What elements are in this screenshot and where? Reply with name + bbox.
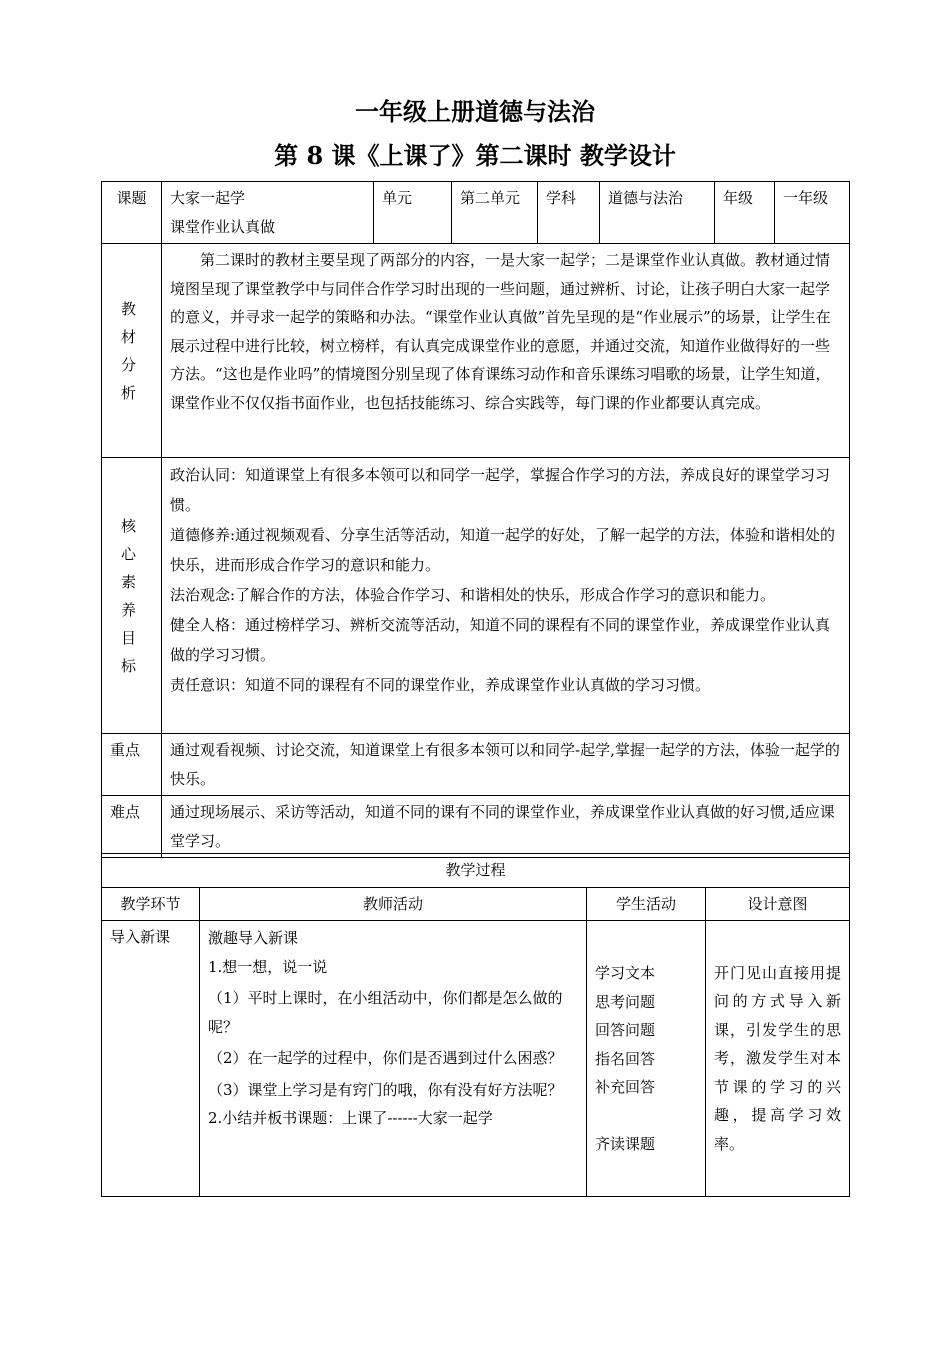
subject-label: 学科: [538, 182, 600, 244]
goal-political: 政治认同：知道课堂上有很多本领可以和同学一起学，掌握合作学习的方法，养成良好的课堂学习习惯。: [170, 466, 831, 514]
goals-content: [162, 458, 850, 734]
analysis-label-1: 教 材: [120, 299, 142, 346]
teacher-line: 1.想一想，说一说: [208, 957, 328, 976]
spacer: [595, 1102, 697, 1130]
analysis-label-2: 分 析: [120, 355, 142, 402]
process-title: 教学过程: [102, 854, 850, 888]
teacher-line: （1）平时上课时，在小组活动中，你们都是怎么做的呢？: [208, 989, 563, 1036]
unit-label: 单元: [374, 182, 452, 244]
topic-label: 课题: [102, 182, 162, 244]
stage-intro: 导入新课: [102, 921, 200, 1197]
analysis-text: 第二课时的教材主要呈现了两部分的内容，一是大家一起学；二是课堂作业认真做。教材通过情境图呈现了课堂教学中与同伴合作学习时出现的一些问题，通过辨析、讨论，让孩子明白大家一起学的意义，并寻求一起学的策略和办法。“课堂作业认真做”首先呈现的是“作业展示”的场景，让学生在展示过程中进行比较，树立榜样，有认真完成课堂作业的意愿，并通过交流，知道作业做得好的一些方法。“这也是作业吗”的情境图分别呈现了体育课练习动作和音乐课练习唱歌的场景，让学生知道，课堂作业不仅仅指书面作业，也包括技能练习、综合实践等，每门课的作业都要认真完成。: [162, 244, 850, 458]
lesson-title: 第 8 课《上课了》第二课时 教学设计: [274, 141, 676, 170]
goal-responsibility: 责任意识：知道不同的课程有不同的课堂作业，养成课堂作业认真做的学习习惯。: [170, 676, 711, 694]
topic-line-1: 大家一起学: [170, 189, 246, 207]
grade-label: 年级: [715, 182, 775, 244]
goals-label: [102, 458, 162, 734]
student-activity: [587, 921, 706, 1197]
key-label: 重点: [102, 734, 162, 796]
student-line: 指名回答: [595, 1049, 656, 1068]
teacher-activity: [200, 921, 587, 1197]
grade-value: 一年级: [775, 182, 850, 244]
col-student: 学生活动: [587, 887, 706, 921]
col-intent: 设计意图: [706, 887, 850, 921]
teacher-line: 激趣导入新课: [208, 929, 299, 947]
col-teacher: 教师活动: [200, 887, 587, 921]
topic-line-2: 课堂作业认真做: [170, 217, 276, 236]
unit-value: 第二单元: [452, 182, 538, 244]
goal-personality: 健全人格：通过榜样学习、辨析交流等活动，知道不同的课程有不同的课堂作业，养成课堂作业认真做的学习习惯。: [170, 616, 831, 664]
key-text: 通过观看视频、讨论交流，知道课堂上有很多本领可以和同学-起学,掌握一起学的方法，体验一起学的快乐。: [162, 734, 850, 796]
student-line: 补充回答: [595, 1078, 656, 1096]
teacher-line: （3）课堂上学习是有窍门的哦，你有没有好方法呢？: [208, 1080, 563, 1099]
analysis-label: [102, 244, 162, 458]
goal-moral: 道德修养:通过视频观看、分享生活等活动，知道一起学的好处，了解一起学的方法，体验和谐相处的快乐，进而形成合作学习的意识和能力。: [170, 526, 836, 574]
teaching-process-table: [101, 853, 850, 1197]
student-line: 思考问题: [595, 992, 656, 1011]
student-line: 齐读课题: [595, 1134, 656, 1153]
student-line: 学习文本: [595, 964, 656, 982]
goals-label-2: 素 养: [120, 572, 142, 619]
design-intent: 开门见山直接用提问的方式导入新课，引发学生的思考，激发学生对本节课的学习的兴趣，提高学习效率。: [706, 921, 850, 1197]
goals-label-1: 核 心: [120, 516, 142, 563]
document-title: 一年级上册道德与法治: [355, 97, 595, 126]
lesson-info-table: [101, 181, 850, 858]
col-stage: 教学环节: [102, 887, 200, 921]
subject-value: 道德与法治: [600, 182, 715, 244]
student-line: 回答问题: [595, 1021, 656, 1039]
difficulty-label: 难点: [102, 796, 162, 858]
difficulty-text: 通过现场展示、采访等活动，知道不同的课有不同的课堂作业，养成课堂作业认真做的好习惯,适应课堂学习。: [162, 796, 850, 858]
teacher-line: 2.小结并板书课题：上课了------大家一起学: [208, 1109, 493, 1127]
goal-legal: 法治观念:了解合作的方法，体验合作学习、和谐相处的快乐，形成合作学习的意识和能力。: [170, 586, 776, 604]
topic-value: [162, 182, 374, 244]
teacher-line: （2）在一起学的过程中，你们是否遇到过什么困惑？: [208, 1049, 563, 1067]
goals-label-3: 目 标: [120, 628, 142, 675]
